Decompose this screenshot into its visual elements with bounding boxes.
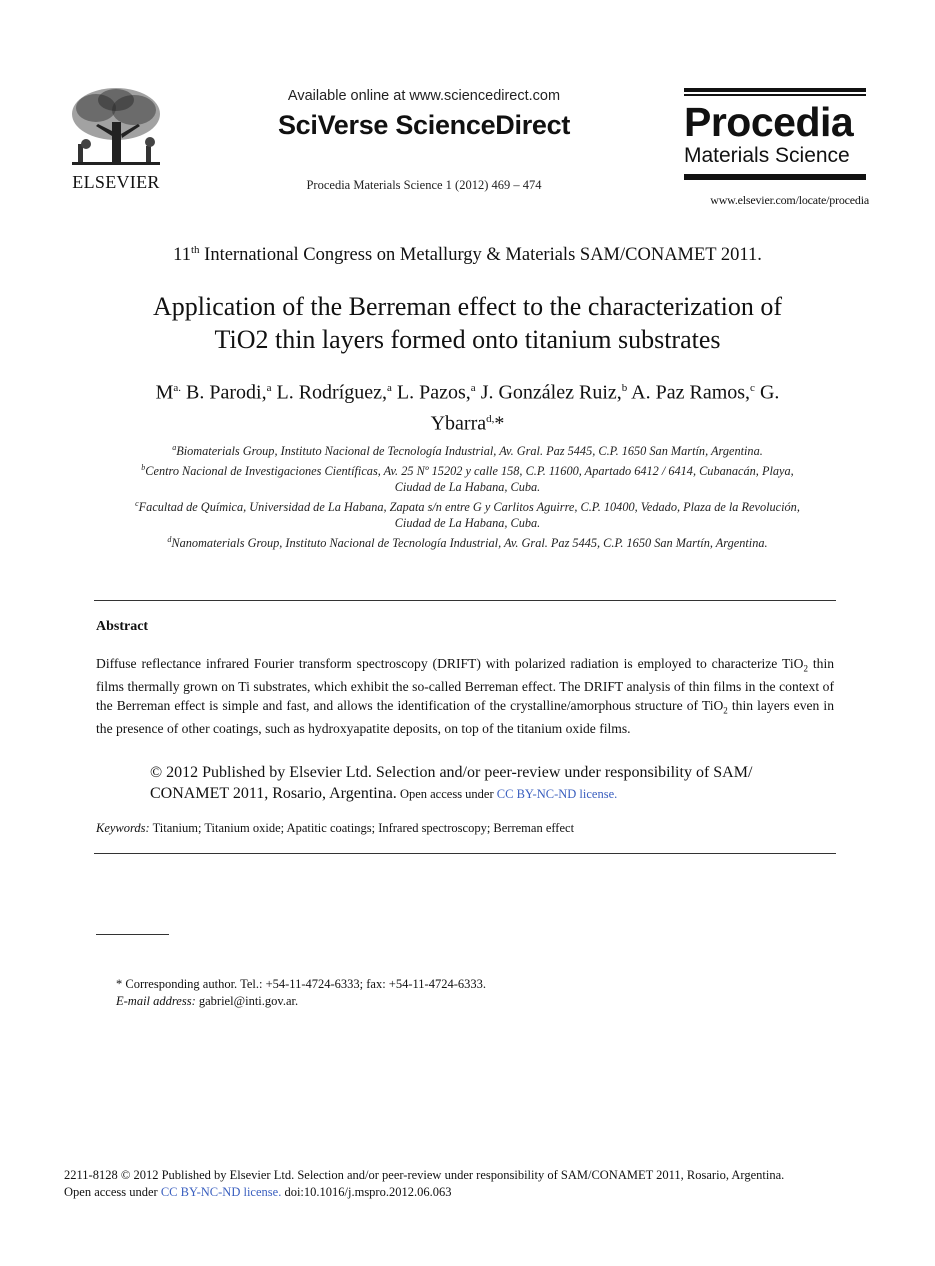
affiliation-marker: a: [172, 443, 177, 452]
elsevier-tree-icon: [66, 86, 166, 168]
journal-url-link[interactable]: www.elsevier.com/locate/procedia: [710, 193, 869, 207]
footnote-rule: [96, 934, 169, 935]
section-divider: [94, 600, 836, 601]
author-sup: c: [750, 382, 755, 394]
conference-number: 11: [173, 245, 191, 266]
copyright-notice: [150, 762, 810, 805]
procedia-top-rule-thin: [684, 94, 866, 96]
author-text: Ybarra: [430, 412, 487, 435]
procedia-logo[interactable]: [684, 88, 866, 180]
elsevier-wordmark: ELSEVIER: [72, 172, 160, 192]
license-link[interactable]: CC BY-NC-ND license.: [496, 787, 618, 801]
subscript: 2: [803, 663, 808, 674]
abstract-body: [96, 655, 834, 738]
affiliation-c-cont: Ciudad de La Habana, Cuba.: [394, 516, 541, 531]
open-access-text: Open access under: [64, 1185, 161, 1199]
keywords: [96, 821, 834, 836]
email-link[interactable]: gabriel@inti.gov.ar.: [195, 994, 299, 1008]
page-footer: [64, 1167, 874, 1201]
affiliation-text: Facultad de Química, Universidad de La Habana, Zapata s/n entre G y Carlitos Aguirre, C.P. 10400, Vedado, Plaza de la Revolución,: [138, 499, 800, 514]
affiliation-d: [80, 532, 855, 552]
author-sup: d,: [486, 412, 495, 425]
title-line-2: TiO2 thin layers formed onto titanium substrates: [214, 325, 721, 354]
elsevier-logo[interactable]: [66, 86, 166, 194]
author-list: [100, 375, 835, 436]
keywords-label: Keywords:: [96, 821, 150, 835]
author-text: J. González Ruiz,: [475, 381, 622, 404]
author-text: L. Pazos,: [391, 381, 471, 404]
author-text: G.: [754, 381, 780, 404]
copyright-text: © 2012 Published by Elsevier Ltd. Selection and/or peer-review under responsibility of SAM/ CONAMET 2011, Rosario, Argentina.: [150, 764, 753, 802]
affiliation-text: Centro Nacional de Investigaciones Científicas, Av. 25 Nº 15202 y calle 158, C.P. 11600, Apartado 6412 / 6414, Cubanacán, Playa,: [145, 463, 794, 478]
conference-name: International Congress on Metallurgy & Materials SAM/CONAMET 2011.: [199, 245, 762, 266]
author-sup: a: [266, 382, 272, 394]
procedia-subtitle: Materials Science: [684, 144, 850, 167]
open-access-text: Open access under: [396, 787, 497, 801]
footer-copyright: 2211-8128 © 2012 Published by Elsevier Ltd. Selection and/or peer-review under responsibility of SAM/CONAMET 2011, Rosario, Argentina.: [64, 1168, 785, 1182]
available-online-text: Available online at www.sciencedirect.com: [287, 88, 561, 104]
abstract-text: thin films thermally grown on Ti substrates, which exhibit the so-called Berreman effect. The DRIFT analysis of thin films in the context of the Berreman effect is simple and fast, and allows the identification of the crystalline/amorphous structure of TiO: [96, 656, 835, 713]
affiliation-text: Nanomaterials Group, Instituto Nacional de Tecnología Industrial, Av. Gral. Paz 5445, C.P. 1650 San Martín, Argentina.: [171, 535, 768, 550]
affiliation-a: [80, 440, 855, 460]
procedia-brand: Procedia: [684, 99, 854, 145]
footnote: [116, 976, 816, 1010]
abstract-text: Diffuse reflectance infrared Fourier transform spectroscopy (DRIFT) with polarized radiation is employed to characterize TiO: [96, 656, 804, 671]
corresponding-star: *: [494, 412, 505, 435]
doi-text: doi:10.1016/j.mspro.2012.06.063: [281, 1185, 452, 1199]
corresponding-author-note: * Corresponding author. Tel.: +54-11-4724-6333; fax: +54-11-4724-6333.: [116, 977, 487, 991]
author-sup: a.: [173, 382, 182, 394]
affiliations: [80, 440, 855, 551]
author-text: A. Paz Ramos,: [627, 381, 751, 404]
affiliation-marker: d: [167, 534, 172, 544]
section-divider: [94, 853, 836, 854]
affiliation-b-cont: Ciudad de La Habana, Cuba.: [394, 480, 541, 495]
keywords-list: Titanium; Titanium oxide; Apatitic coatings; Infrared spectroscopy; Berreman effect: [149, 821, 575, 835]
procedia-top-rule: [684, 88, 866, 92]
license-link[interactable]: CC BY-NC-ND license.: [160, 1185, 282, 1199]
journal-reference: Procedia Materials Science 1 (2012) 469 – 474: [306, 178, 542, 192]
abstract-text: thin layers even in the presence of other coatings, such as hydroxyapatite deposits, on top of the titanium oxide films.: [96, 697, 834, 736]
author-sup: a: [470, 382, 476, 394]
author-sup: a: [387, 382, 392, 394]
author-sup: b: [621, 382, 628, 394]
affiliation-b: [80, 460, 855, 480]
paper-title: [90, 290, 845, 356]
author-text: B. Parodi,: [181, 381, 267, 404]
affiliation-c: [80, 496, 855, 516]
procedia-bottom-rule: [684, 176, 866, 180]
author-text: L. Rodríguez,: [271, 381, 388, 404]
conference-line: [60, 244, 875, 266]
email-line: [116, 993, 816, 1010]
subscript: 2: [723, 705, 728, 716]
conference-number-suffix: th: [190, 244, 200, 256]
email-label: E-mail address:: [116, 994, 196, 1008]
affiliation-marker: c: [135, 498, 139, 508]
footer-open-access: [64, 1184, 874, 1201]
author-text: M: [155, 381, 174, 404]
abstract-heading: Abstract: [96, 619, 149, 634]
sciverse-sciencedirect-logo[interactable]: SciVerse ScienceDirect: [277, 110, 571, 140]
title-line-1: Application of the Berreman effect to the characterization of: [152, 292, 782, 321]
affiliation-marker: b: [141, 462, 146, 472]
affiliation-text: Biomaterials Group, Instituto Nacional de Tecnología Industrial, Av. Gral. Paz 5445, C.P. 1650 San Martín, Argentina.: [176, 444, 763, 459]
